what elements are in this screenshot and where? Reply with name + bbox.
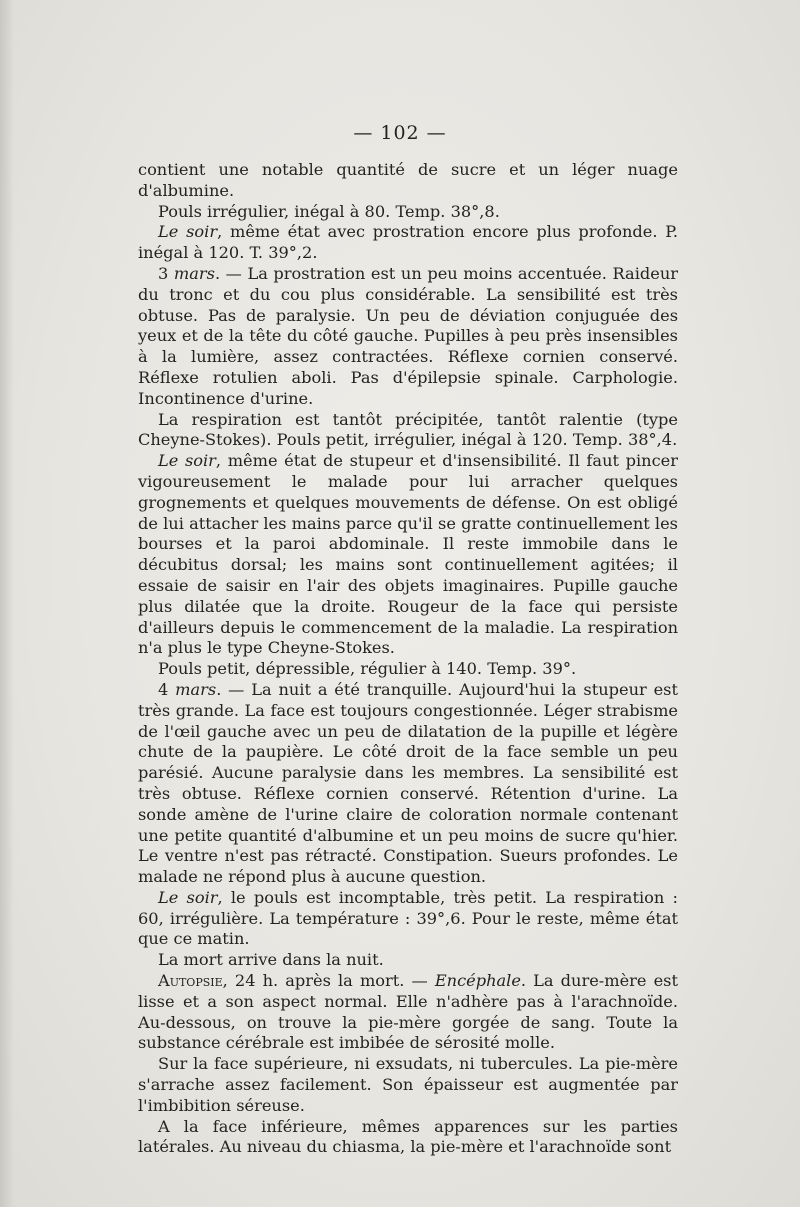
paragraph — [138, 202, 678, 223]
text-segment: La respiration est tantôt précipitée, tantôt ralentie (type Cheyne-Stokes). Pouls petit, irrégulier, inégal à 120. Temp. 38°,4. — [138, 409, 678, 450]
paragraph — [138, 160, 678, 202]
page-edge-shadow — [0, 0, 14, 1207]
text-segment: 4 — [158, 679, 176, 699]
paragraph — [138, 971, 678, 1054]
text-segment: Autopsie — [158, 971, 223, 991]
text-segment: , le pouls est incomptable, très petit. La respiration : 60, irrégulière. La température : 39°,6. Pour le reste, même état que ce matin. — [138, 887, 678, 949]
text-segment: 3 — [158, 263, 174, 283]
paragraph — [138, 950, 678, 971]
paragraph — [138, 1117, 678, 1159]
paragraph — [138, 680, 678, 888]
text-segment: La mort arrive dans la nuit. — [158, 950, 384, 970]
text-segment: Le soir — [158, 222, 218, 242]
text-segment: . — La prostration est un peu moins accentuée. Raideur du tronc et du cou plus considérable. La sensibilité est très obtuse. Pas de paralysie. Un peu de déviation conjuguée des yeux et de la tête du côté gauche. Pupilles à peu près insensibles à la lumière, assez contractées. Réflexe cornien conservé. Réflexe rotulien aboli. Pas d'épilepsie spinale. Carphologie. Incontinence d'urine. — [138, 263, 678, 408]
text-segment: . — La nuit a été tranquille. Aujourd'hui la stupeur est très grande. La face est toujours congestionnée. Léger strabisme de l'œil gauche avec un peu de dilatation de la pupille et légère chute de la paupière. Le côté droit de la face semble un peu parésié. Aucune paralysie dans les membres. La sensibilité est très obtuse. Réflexe cornien conservé. Rétention d'urine. La sonde amène de l'urine claire de coloration normale contenant une petite quantité d'albumine et un peu moins de sucre qu'hier. Le ventre n'est pas rétracté. Constipation. Sueurs profondes. Le malade ne répond plus à aucune question. — [138, 679, 678, 887]
text-segment: Sur la face supérieure, ni exsudats, ni tubercules. La pie-mère s'arrache assez facilement. Son épaisseur est augmentée par l'imbibition séreuse. — [138, 1054, 678, 1115]
paragraph — [138, 451, 678, 659]
text-segment: mars — [173, 263, 215, 283]
paragraph — [138, 1054, 678, 1116]
text-segment: Le soir — [158, 451, 216, 471]
text-segment: A la face inférieure, mêmes apparences sur les parties latérales. Au niveau du chiasma, la pie-mère et l'arachnoïde sont — [138, 1116, 678, 1157]
text-segment: , 24 h. après la mort. — — [222, 971, 435, 991]
paragraph — [138, 264, 678, 410]
text-segment: contient une notable quantité de sucre et un léger nuage d'albumine. — [138, 160, 678, 200]
text-segment: , même état avec prostration encore plus profonde. P. inégal à 120. T. 39°,2. — [138, 222, 678, 263]
paragraph — [138, 222, 678, 264]
text-segment: Pouls irrégulier, inégal à 80. Temp. 38°,8. — [158, 201, 500, 221]
paragraph — [138, 888, 678, 950]
body-text — [138, 160, 678, 1158]
page-number: — 102 — — [353, 122, 447, 144]
text-segment: mars — [175, 679, 217, 699]
paragraph — [138, 659, 678, 680]
text-segment: Pouls petit, dépressible, régulier à 140. Temp. 39°. — [158, 659, 577, 679]
text-segment: , même état de stupeur et d'insensibilité. Il faut pincer vigoureusement le malade pour lui arracher quelques grognements et quelques mouvements de défense. On est obligé de lui attacher les mains parce qu'il se gratte continuellement les bourses et la paroi abdominale. Il reste immobile dans le décubitus dorsal; les mains sont continuellement agitées; il essaie de saisir en l'air des objets imaginaires. Pupille gauche plus dilatée que la droite. Rougeur de la face qui persiste d'ailleurs depuis le commencement de la maladie. La respiration n'a plus le type Cheyne-Stokes. — [138, 451, 678, 658]
text-segment: Encéphale — [434, 971, 521, 991]
text-segment: . La dure-mère est lisse et a son aspect normal. Elle n'adhère pas à l'arachnoïde. Au-dessous, on trouve la pie-mère gorgée de sang. Toute la substance cérébrale est imbibée de sérosité molle. — [138, 971, 678, 1053]
text-segment: Le soir — [158, 887, 218, 907]
paragraph — [138, 410, 678, 452]
